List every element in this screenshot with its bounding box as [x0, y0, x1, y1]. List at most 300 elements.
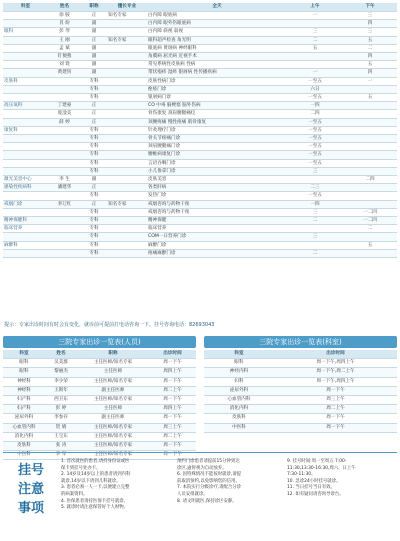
table-cell: 副	[81, 69, 107, 77]
table-cell	[107, 118, 147, 126]
table-cell: 眼科超声检查 角光明	[147, 36, 287, 44]
table-cell	[343, 233, 397, 241]
table-cell	[48, 249, 81, 257]
table-cell	[107, 208, 147, 216]
table-cell: 李 军	[45, 451, 77, 460]
table-cell: 西卫东	[45, 396, 77, 405]
note-line: 10. 急诊24小时挂号就诊。	[287, 478, 341, 484]
table-cell: 皮肤美容	[147, 176, 287, 184]
table-cell: 中医科	[204, 423, 274, 432]
table-cell: 周一下午,周四上午	[274, 377, 397, 386]
table-cell: 潘建华	[48, 184, 81, 192]
table-cell: 二	[287, 249, 343, 257]
table-cell	[48, 241, 81, 249]
table-cell: 主任医师	[77, 368, 149, 377]
note-line: 4. 医保患者请持医保卡挂号就诊。	[61, 498, 129, 504]
note-line: 诊区,逾时视为自动放弃。	[177, 465, 227, 471]
note-line: 9. 挂号时间:周一至周五 7:00-	[287, 459, 347, 464]
table-cell: 颈肩腰腿痛门诊	[147, 143, 287, 151]
table-cell: 知名专家	[107, 36, 147, 44]
table-row	[3, 184, 397, 192]
table-cell: 一至五	[287, 135, 343, 143]
column-header: 职称	[81, 3, 107, 12]
table-cell: 腰椎病康复门诊	[147, 151, 287, 159]
table-cell: 副主任医师	[77, 414, 149, 423]
right-panel-table	[204, 350, 397, 433]
table-cell: 周一下午	[274, 423, 397, 432]
column-header: 全天	[147, 3, 287, 12]
table-cell: 白内障 眼外伤眼底病	[147, 20, 287, 28]
table-cell: 王斯年	[45, 386, 77, 395]
badge-line: 挂号	[17, 463, 44, 478]
table-cell: 五	[343, 36, 397, 44]
table-cell: 一至五	[287, 159, 343, 167]
table-cell: 一	[287, 12, 343, 20]
table-cell: COM一日营养门诊	[147, 233, 287, 241]
table-cell	[48, 217, 81, 225]
note-line: 11:30,13:30-16:30,周六、日上午	[287, 465, 356, 471]
note-line: 就诊,14岁以下请到儿科就诊。	[61, 478, 121, 484]
table-cell: 一	[287, 69, 343, 77]
table-cell: 专科	[81, 208, 107, 216]
table-cell	[3, 94, 48, 102]
table-cell: 周一下午	[149, 377, 196, 386]
table-cell: 麻醉科	[3, 241, 48, 249]
column-header: 姓名	[48, 3, 81, 12]
table-cell	[107, 217, 147, 225]
table-row	[3, 442, 196, 451]
table-cell	[3, 44, 48, 52]
table-cell: 肖 纷	[48, 20, 81, 28]
table-cell: 专科	[81, 192, 107, 200]
table-cell: 戒烟咨询与药物干预	[147, 208, 287, 216]
table-cell: 银屑病门诊	[147, 94, 287, 102]
table-cell	[48, 94, 81, 102]
table-cell	[48, 233, 81, 241]
column-header: 出诊时间	[149, 350, 196, 359]
table-cell: 吴美群	[45, 359, 77, 368]
table-cell: 专科	[81, 94, 107, 102]
note-line: 12. 如有疑问请咨询导诊台。	[287, 491, 344, 497]
table-row	[204, 377, 397, 386]
table-cell: 皮肤性病门诊	[147, 77, 287, 85]
table-cell: 常见系统性皮肤病 性病	[147, 61, 287, 69]
table-cell: 中医科	[3, 451, 45, 460]
table-row	[3, 241, 397, 249]
table-row	[3, 12, 397, 20]
table-row	[204, 405, 397, 414]
table-cell	[48, 159, 81, 167]
table-row	[3, 414, 196, 423]
table-cell	[107, 126, 147, 134]
table-cell: 消化内科	[204, 405, 274, 414]
table-cell: 三	[287, 208, 343, 216]
table-cell: 钉便燕	[48, 53, 81, 61]
table-cell: 二三	[287, 184, 343, 192]
note-line: 3. 患者必须一人一卡,以便建立完整	[61, 485, 130, 491]
table-cell: 正	[81, 36, 107, 44]
note-line: 5. 就诊时请注意保管好个人财物。	[61, 505, 129, 511]
table-cell	[287, 225, 343, 233]
right-panel-title: 三院专家出诊一览表(科室)	[204, 336, 397, 348]
registration-col-3	[287, 459, 395, 499]
table-cell: 专科	[81, 143, 107, 151]
table-cell: 疼痛麻醉门诊	[147, 249, 287, 257]
table-cell: 泌尿外科	[204, 386, 274, 395]
table-cell: 副	[81, 53, 107, 61]
table-cell: 感染性疾病科	[3, 184, 48, 192]
table-row	[3, 396, 196, 405]
table-row	[3, 53, 397, 61]
column-header: 姓名	[45, 350, 77, 359]
table-row	[204, 368, 397, 377]
table-cell: 一至五	[287, 126, 343, 134]
table-cell: 专科	[81, 126, 107, 134]
table-cell: 专科	[81, 249, 107, 257]
table-cell: 麻醉门诊	[147, 241, 287, 249]
table-cell: 主任医师/知名专家	[77, 396, 149, 405]
table-cell	[343, 184, 397, 192]
table-cell	[107, 176, 147, 184]
table-cell	[3, 192, 48, 200]
table-cell: 知名专家	[107, 200, 147, 208]
table-row	[3, 359, 196, 368]
table-cell: 三	[287, 233, 343, 241]
table-row	[3, 61, 397, 69]
table-cell: 一	[343, 77, 397, 85]
table-cell: 正	[81, 102, 107, 110]
badge-line: 事项	[17, 501, 44, 516]
table-cell	[107, 53, 147, 61]
table-cell: 周一下午,周四上午	[274, 359, 397, 368]
table-cell: 二	[287, 36, 343, 44]
table-cell: 周四上午	[149, 405, 196, 414]
table-cell: 孟 斌	[48, 44, 81, 52]
table-cell: 黎丽杰	[45, 368, 77, 377]
note-line: 2. 14岁及14岁以上的患者请到内科	[61, 472, 131, 478]
schedule-note: 提示：专家出诊时间有时会有变化，就诊前可提前打电话咨询一下。挂号咨询电话：82693043	[4, 322, 215, 328]
table-row	[3, 217, 397, 225]
note-line: 人员安排就诊。	[177, 491, 208, 497]
column-header: 职称	[77, 350, 149, 359]
table-row	[3, 386, 196, 395]
table-row	[204, 423, 397, 432]
table-cell	[107, 69, 147, 77]
table-cell: 主任医师/知名专家	[77, 359, 149, 368]
table-cell	[107, 184, 147, 192]
table-cell: 李参存	[45, 414, 77, 423]
table-cell: 妇科	[204, 377, 274, 386]
table-cell: 一至五	[287, 151, 343, 159]
table-row	[3, 151, 397, 159]
table-row	[3, 159, 397, 167]
table-row	[3, 368, 196, 377]
table-cell	[343, 118, 397, 126]
registration-notes	[3, 452, 397, 539]
table-cell: 皮肤科	[3, 77, 48, 85]
table-cell: 副	[81, 61, 107, 69]
table-cell: 皮肤科	[204, 414, 274, 423]
table-cell: 二	[343, 44, 397, 52]
table-cell: 一至五	[287, 118, 343, 126]
table-cell: 针灸理疗门诊	[147, 126, 287, 134]
table-cell	[107, 94, 147, 102]
table-cell	[48, 167, 81, 175]
table-cell	[107, 102, 147, 110]
table-cell: 正	[81, 118, 107, 126]
table-cell: 专科	[81, 151, 107, 159]
table-cell	[3, 12, 48, 20]
table-cell: 一至五	[287, 94, 343, 102]
table-row	[3, 167, 397, 175]
table-cell: 王宝东	[45, 432, 77, 441]
table-cell	[3, 151, 48, 159]
table-cell: 王 刚	[48, 36, 81, 44]
table-cell: 专科	[81, 85, 107, 93]
table-cell: 周二上午	[274, 405, 397, 414]
table-cell: 五	[343, 61, 397, 69]
table-cell	[48, 126, 81, 134]
table-cell: 角膜病 屈光病 近视手术	[147, 53, 287, 61]
table-cell: 正	[81, 12, 107, 20]
table-cell: 贺 婧	[45, 423, 77, 432]
table-cell	[107, 159, 147, 167]
table-row	[3, 143, 397, 151]
note-line: 8. 请文明就医,保持诊区安静。	[177, 498, 237, 504]
table-row	[204, 396, 397, 405]
table-cell: 正	[81, 200, 107, 208]
table-cell: 戒烟咨询与药物干预	[147, 200, 287, 208]
table-cell: 周一下午	[274, 414, 397, 423]
table-cell: 周一下午	[149, 396, 196, 405]
note-line: 前取消预约,以免影响您的信用。	[177, 478, 240, 484]
table-cell	[48, 225, 81, 233]
note-line: 6. 因特殊情况不能按时就诊,请提	[177, 472, 242, 478]
table-row	[3, 110, 397, 118]
table-row	[3, 225, 397, 233]
schedule-header-row	[3, 3, 397, 12]
note-line: 的病案资料。	[61, 491, 88, 497]
table-cell: 黄建钊	[48, 69, 81, 77]
table-cell: 康复科	[3, 126, 48, 134]
table-cell	[343, 143, 397, 151]
table-cell: 专科	[81, 167, 107, 175]
table-cell: 痤疮门诊	[147, 85, 287, 93]
table-cell	[3, 20, 48, 28]
table-cell	[3, 167, 48, 175]
table-cell	[3, 233, 48, 241]
left-panel-table	[3, 350, 196, 460]
table-cell	[107, 20, 147, 28]
table-cell: 周二上午	[149, 386, 196, 395]
table-cell: 专科	[81, 241, 107, 249]
table-cell: 专科	[81, 225, 107, 233]
column-header: 出诊时间	[274, 350, 397, 359]
table-cell: 周三上午	[149, 423, 196, 432]
table-cell	[107, 28, 147, 36]
left-panel-header-row	[3, 350, 196, 359]
registration-badge	[6, 461, 56, 535]
table-cell	[343, 200, 397, 208]
table-cell: 消化内科	[3, 432, 45, 441]
table-cell: 周二上午	[149, 432, 196, 441]
table-cell: 徐 胺	[48, 12, 81, 20]
table-cell: 白内障 眼底病	[147, 12, 287, 20]
table-cell: 副	[81, 28, 107, 36]
table-cell: 骨关节疼痛门诊	[147, 135, 287, 143]
table-cell	[48, 192, 81, 200]
table-row	[3, 85, 397, 93]
table-row	[3, 77, 397, 85]
table-cell: 主任医师/知名专家	[77, 451, 149, 460]
table-cell: 小儿推拿门诊	[147, 167, 287, 175]
table-cell	[3, 61, 48, 69]
table-row	[3, 423, 196, 432]
table-cell: 颈腰疼痛 慢性疼痛 肌骨康复	[147, 118, 287, 126]
table-row	[3, 94, 397, 102]
table-cell: 言语吞咽门诊	[147, 159, 287, 167]
table-cell: 一二四	[343, 208, 397, 216]
table-cell: 四	[343, 53, 397, 61]
table-row	[3, 200, 397, 208]
table-row	[3, 405, 196, 414]
table-cell: 临床营养	[147, 225, 287, 233]
table-cell	[3, 143, 48, 151]
table-cell: 眼科	[3, 359, 45, 368]
table-row	[3, 176, 397, 184]
table-cell: 周一下午	[149, 442, 196, 451]
table-row	[3, 233, 397, 241]
table-cell: 李少荣	[45, 377, 77, 386]
table-cell: 副	[81, 44, 107, 52]
table-cell: 周三上午	[274, 396, 397, 405]
note-line: 11. 当日挂号当日有效。	[287, 485, 335, 491]
table-row	[3, 192, 397, 200]
table-cell: 高压氧科	[3, 102, 48, 110]
table-cell: 一二四	[343, 217, 397, 225]
table-cell	[107, 249, 147, 257]
table-cell: 白内障 斜视 弱视	[147, 28, 287, 36]
table-cell: 妇产科	[3, 405, 45, 414]
table-cell: 周一下午	[149, 414, 196, 423]
table-cell	[343, 159, 397, 167]
note-line: 预约门诊患者请提前15分钟到达	[177, 459, 240, 464]
table-cell	[3, 159, 48, 167]
table-row	[204, 386, 397, 395]
note-line: 1. 首次就医的患者,请持身份证或医	[61, 459, 130, 464]
table-cell	[107, 61, 147, 69]
table-cell: 神经科	[3, 386, 45, 395]
table-cell	[3, 118, 48, 126]
table-cell: 激光美容中心	[3, 176, 48, 184]
table-cell	[343, 85, 397, 93]
table-cell: 专科	[81, 159, 107, 167]
table-cell: 二	[287, 217, 343, 225]
table-cell: 眼科	[3, 28, 48, 36]
column-header: 擅长专业	[107, 3, 147, 12]
registration-col-1	[61, 459, 173, 512]
table-row	[3, 36, 397, 44]
table-cell	[343, 126, 397, 134]
table-cell: 三	[287, 28, 343, 36]
table-cell	[107, 233, 147, 241]
table-cell	[107, 110, 147, 118]
table-cell: 正	[81, 184, 107, 192]
table-cell	[3, 135, 48, 143]
table-cell	[107, 225, 147, 233]
table-cell	[48, 151, 81, 159]
schedule-table	[3, 3, 397, 258]
table-cell	[107, 192, 147, 200]
table-cell: 刘 烧	[48, 61, 81, 69]
table-cell: 主任医师	[77, 405, 149, 414]
table-cell: 五	[287, 44, 343, 52]
table-cell	[343, 192, 397, 200]
table-cell: 一至五	[287, 192, 343, 200]
table-row	[3, 102, 397, 110]
table-cell: 精神保健科	[3, 217, 48, 225]
table-cell: 主任医师/知名专家	[77, 442, 149, 451]
table-row	[3, 20, 397, 28]
table-cell	[343, 249, 397, 257]
table-row	[3, 126, 397, 134]
table-cell: 二四	[343, 176, 397, 184]
note-line: 7. 本院实行分级诊疗,请配合分诊	[177, 485, 242, 491]
table-cell: 彭 婷	[45, 405, 77, 414]
table-cell: 心血管内科	[3, 423, 45, 432]
table-cell: 三	[343, 28, 397, 36]
table-row	[3, 432, 196, 441]
table-cell: 张 涛	[45, 442, 77, 451]
table-cell: 神经科	[3, 377, 45, 386]
table-cell	[107, 151, 147, 159]
table-cell: 发热门诊	[147, 192, 287, 200]
table-cell: 薛 婷	[48, 118, 81, 126]
table-cell: 周四上午	[149, 368, 196, 377]
column-header: 科室	[3, 350, 45, 359]
table-cell	[107, 143, 147, 151]
table-row	[204, 359, 397, 368]
table-row	[3, 208, 397, 216]
table-cell	[48, 208, 81, 216]
table-cell: 四	[343, 20, 397, 28]
column-header: 上午	[287, 3, 343, 12]
table-cell: 精神保健	[147, 217, 287, 225]
table-row	[3, 377, 196, 386]
table-cell: 副	[81, 20, 107, 28]
table-cell: 一四	[287, 102, 343, 110]
column-header: 下午	[343, 3, 397, 12]
table-cell: 主任医师/知名专家	[77, 423, 149, 432]
table-cell: 三	[287, 167, 343, 175]
table-cell: 二	[343, 225, 397, 233]
table-cell	[287, 53, 343, 61]
table-cell: 四	[343, 69, 397, 77]
table-cell	[107, 241, 147, 249]
table-cell	[107, 135, 147, 143]
table-cell: 周一下午	[149, 451, 196, 460]
table-cell: 眼科	[3, 368, 45, 377]
table-cell	[48, 77, 81, 85]
table-cell: 临床营养	[3, 225, 48, 233]
table-cell	[287, 20, 343, 28]
table-cell	[343, 167, 397, 175]
table-row	[3, 249, 397, 257]
table-row	[3, 135, 397, 143]
table-cell: 三	[343, 12, 397, 20]
note-line: 7:30-11:30。	[287, 472, 316, 478]
table-cell: 专科	[81, 233, 107, 241]
